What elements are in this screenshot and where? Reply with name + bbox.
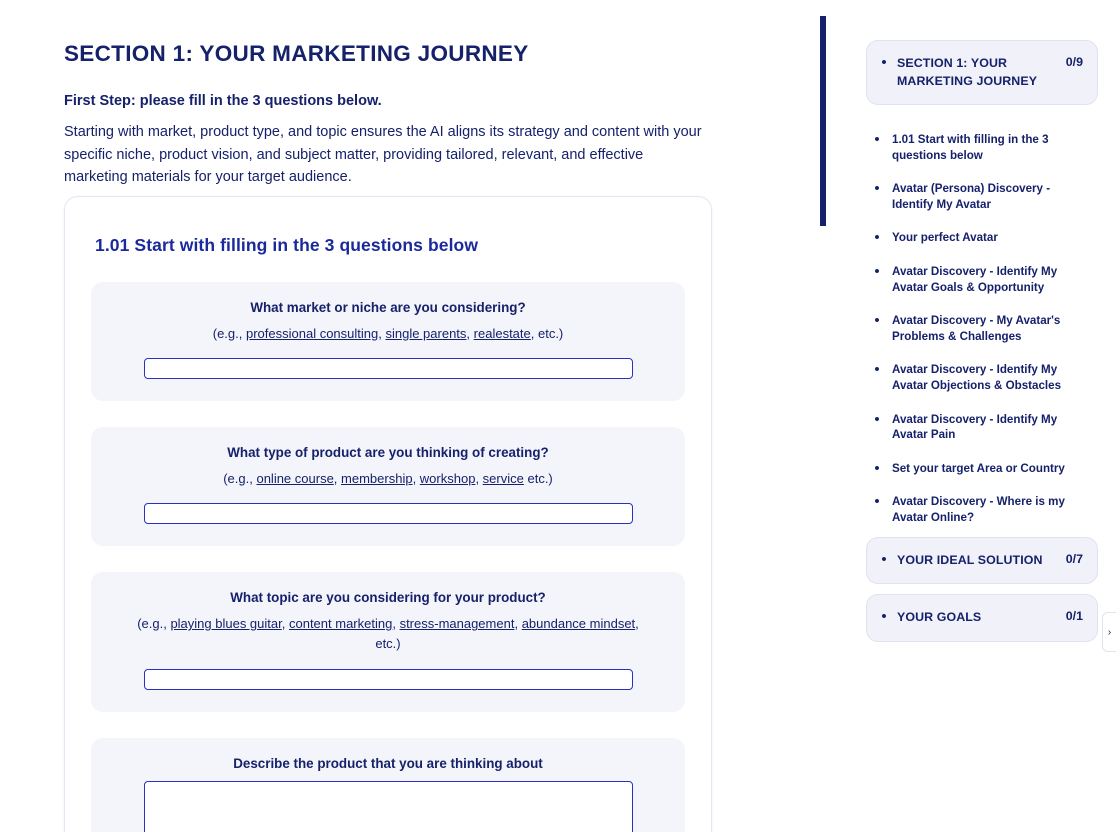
questions-card	[64, 196, 712, 832]
product-topic-input[interactable]	[144, 669, 633, 690]
eg-item-3-3: stress-management	[399, 616, 515, 632]
sidebar-item-label: Set your target Area or Country	[892, 461, 1065, 475]
bullet-icon: •	[874, 229, 880, 247]
eg-prefix-2: (e.g.,	[223, 471, 257, 487]
sidebar-item-label: Avatar Discovery - My Avatar's Problems & Challenges	[892, 314, 1061, 343]
sidebar-item-label: Your perfect Avatar	[892, 231, 998, 245]
bullet-icon: •	[874, 312, 880, 330]
question-label-2: What type of product are you thinking of creating?	[227, 445, 549, 461]
sidebar-group-title-your-goals: YOUR GOALS	[897, 610, 982, 624]
eg-item-1-1: professional consulting	[245, 326, 379, 341]
eg-item-2-1: online course	[256, 471, 334, 487]
bullet-icon: •	[874, 410, 880, 428]
question-block-4	[91, 738, 685, 832]
bullet-icon: •	[881, 550, 887, 568]
eg-suffix-1: , etc.)	[530, 326, 564, 341]
sidebar-group-title-section-1: SECTION 1: YOUR MARKETING JOURNEY	[897, 56, 1038, 88]
intro-paragraph: Starting with market, product type, and topic ensures the AI aligns its strategy and content with your specific niche, product vision, and subject matter, providing tailored, relevant, and effective marketing materials for your target audience.	[64, 124, 702, 185]
sidebar-item-label: Avatar (Persona) Discovery - Identify My Avatar	[892, 182, 1051, 211]
sidebar-item-avatar-problems[interactable]	[868, 304, 1096, 353]
sidebar-group-header-section-1[interactable]	[879, 55, 1083, 90]
sidebar-group-count-your-goals: 0/1	[1065, 609, 1083, 623]
eg-prefix-3: (e.g.,	[137, 616, 171, 632]
sidebar-group-section-1[interactable]	[866, 40, 1098, 105]
bullet-icon: •	[874, 131, 880, 148]
sidebar-item-avatar-objections[interactable]	[868, 353, 1096, 402]
sidebar-item-label: 1.01 Start with filling in the 3 questions below	[892, 133, 1049, 162]
bullet-icon: •	[874, 180, 880, 198]
sidebar-item-target-area[interactable]	[868, 452, 1096, 486]
bullet-icon: •	[874, 459, 880, 477]
sidebar	[846, 0, 1116, 832]
bullet-icon: •	[881, 54, 887, 71]
question-examples-3: (e.g., playing blues guitar, content marketing, stress-management, abundance mindset, etc.)	[137, 616, 639, 652]
bullet-icon: •	[874, 262, 880, 280]
bullet-icon: •	[874, 493, 880, 511]
section-progress-bar	[820, 16, 826, 226]
eg-item-3-4: abundance mindset	[521, 616, 636, 632]
sidebar-group-your-goals[interactable]	[866, 594, 1098, 642]
card-title: 1.01 Start with filling in the 3 questions below	[95, 235, 479, 255]
sidebar-item-label: Avatar Discovery - Identify My Avatar Goals & Opportunity	[892, 264, 1058, 294]
eg-item-3-1: playing blues guitar	[170, 616, 282, 632]
question-examples-1: (e.g., professional consulting, single parents, realestate, etc.)	[212, 326, 564, 341]
sidebar-item-perfect-avatar[interactable]	[868, 221, 1096, 255]
question-label-1: What market or niche are you considering?	[250, 300, 526, 315]
question-label-3: What topic are you considering for your product?	[230, 590, 546, 606]
sidebar-item-avatar-discovery[interactable]	[868, 172, 1096, 221]
sidebar-item-label: Avatar Discovery - Identify My Avatar Pain	[892, 412, 1058, 442]
sidebar-group-count-ideal-solution: 0/7	[1065, 551, 1083, 566]
chevron-right-icon: ›	[1107, 626, 1112, 638]
eg-item-3-2: content marketing	[288, 616, 393, 632]
sidebar-group-ideal-solution[interactable]	[866, 537, 1098, 585]
eg-item-2-2: membership	[341, 471, 413, 487]
bullet-icon: •	[874, 361, 880, 379]
sidebar-group-header-ideal-solution[interactable]	[879, 552, 1083, 570]
eg-item-1-2: single parents	[385, 326, 467, 341]
first-step-text: First Step: please fill in the 3 questions below.	[64, 93, 382, 109]
bullet-icon: •	[881, 608, 887, 625]
sidebar-item-avatar-online[interactable]	[868, 485, 1096, 534]
sidebar-group-header-your-goals[interactable]	[879, 609, 1083, 627]
sidebar-group-count-section-1: 0/9	[1065, 55, 1083, 69]
sidebar-lesson-list	[866, 115, 1098, 537]
sidebar-item-label: Avatar Discovery - Identify My Avatar Objections & Obstacles	[892, 363, 1062, 392]
eg-item-2-3: workshop	[419, 471, 476, 487]
sidebar-item-label: Avatar Discovery - Where is my Avatar Online?	[892, 495, 1065, 524]
sidebar-group-title-ideal-solution: YOUR IDEAL SOLUTION	[897, 552, 1043, 567]
question-examples-2: (e.g., online course, membership, workshop, service etc.)	[223, 471, 553, 487]
eg-suffix-2: etc.)	[523, 471, 553, 487]
question-label-4: Describe the product that you are thinking about	[233, 755, 543, 771]
product-description-textarea[interactable]	[144, 781, 633, 832]
sidebar-item-1-01[interactable]	[868, 123, 1096, 172]
eg-prefix-1: (e.g.,	[212, 326, 246, 341]
page-title: SECTION 1: YOUR MARKETING JOURNEY	[64, 41, 529, 66]
sidebar-collapse-toggle[interactable]	[1102, 612, 1116, 652]
product-type-input[interactable]	[144, 503, 633, 524]
sidebar-item-avatar-pain[interactable]	[868, 403, 1096, 452]
eg-item-2-4: service	[482, 471, 524, 487]
market-niche-input[interactable]	[144, 358, 633, 379]
question-block-2	[91, 427, 685, 546]
question-block-1	[91, 282, 685, 401]
question-block-3	[91, 572, 685, 711]
sidebar-item-avatar-goals[interactable]	[868, 255, 1096, 304]
eg-item-1-3: realestate	[473, 326, 531, 341]
